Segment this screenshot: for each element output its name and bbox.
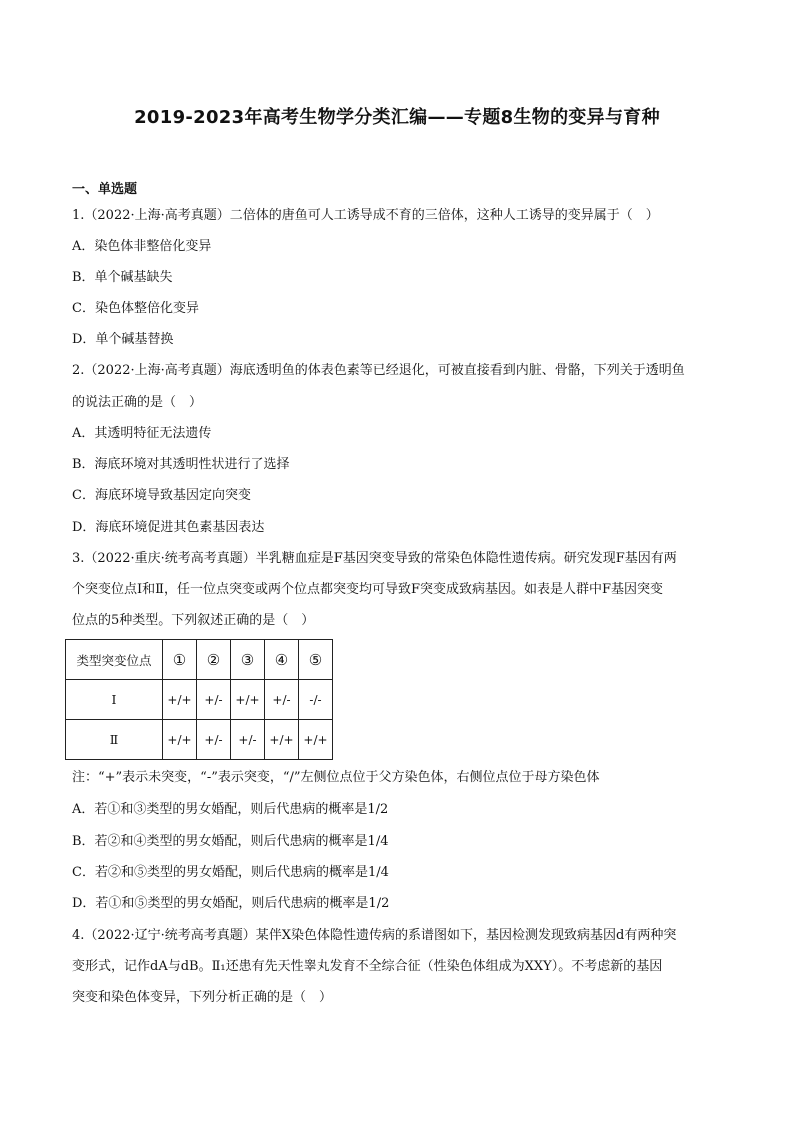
- question-2-option-c: C．海底环境导致基因定向突变: [72, 488, 251, 503]
- table-header-cell: 类型突变位点: [66, 640, 163, 680]
- table-row: [66, 680, 333, 720]
- question-3-option-c: C．若②和⑤类型的男女婚配，则后代患病的概率是1/4: [72, 865, 389, 880]
- table-note: 注：“+”表示未突变，“-”表示突变，“/”左侧位点位于父方染色体，右侧位点位于母方染色体: [72, 770, 600, 785]
- question-2-option-a: A．其透明特征无法遗传: [72, 426, 212, 441]
- table-cell: -/-: [299, 680, 333, 720]
- table-cell: +/+: [163, 680, 197, 720]
- table-header-cell: ②: [197, 640, 231, 680]
- table-row: [66, 720, 333, 760]
- question-4-stem-line-3: 突变和染色体变异，下列分析正确的是（ ）: [72, 990, 333, 1005]
- question-1-option-c: C．染色体整倍化变异: [72, 301, 199, 316]
- question-2-option-d: D．海底环境促进其色素基因表达: [72, 520, 265, 535]
- table-header-cell: ①: [163, 640, 197, 680]
- table-header-row: [66, 640, 333, 680]
- question-3-stem-line-1: 3.（2022·重庆·统考高考真题）半乳糖血症是F基因突变导致的常染色体隐性遗传病。研究发现F基因有两: [72, 551, 677, 566]
- question-3-stem-line-2: 个突变位点Ⅰ和Ⅱ，任一位点突变或两个位点都突变均可导致F突变成致病基因。如表是人群中F基因突变: [72, 582, 664, 597]
- table-cell: +/+: [299, 720, 333, 760]
- document-title: 2019-2023年高考生物学分类汇编——专题8生物的变异与育种: [134, 107, 660, 128]
- question-1-stem: 1.（2022·上海·高考真题）二倍体的唐鱼可人工诱导成不育的三倍体，这种人工诱导的变异属于（ ）: [72, 208, 659, 223]
- table-cell: Ⅱ: [66, 720, 163, 760]
- question-4-stem-line-1: 4.（2022·辽宁·统考高考真题）某伴X染色体隐性遗传病的系谱图如下，基因检测发现致病基因d有两种突: [72, 928, 677, 943]
- table-cell: +/+: [265, 720, 299, 760]
- question-2-stem-line-2: 的说法正确的是（ ）: [72, 395, 203, 410]
- question-3-option-b: B．若②和④类型的男女婚配，则后代患病的概率是1/4: [72, 834, 389, 849]
- question-1-option-b: B．单个碱基缺失: [72, 270, 173, 285]
- table-cell: +/-: [197, 720, 231, 760]
- question-3-option-a: A．若①和③类型的男女婚配，则后代患病的概率是1/2: [72, 802, 389, 817]
- table-cell: +/-: [265, 680, 299, 720]
- question-2-stem-line-1: 2.（2022·上海·高考真题）海底透明鱼的体表色素等已经退化，可被直接看到内脏、骨骼，下列关于透明鱼: [72, 363, 685, 378]
- table-cell: +/-: [231, 720, 265, 760]
- table-cell: +/-: [197, 680, 231, 720]
- table-cell: +/+: [163, 720, 197, 760]
- mutation-site-table: [65, 639, 333, 760]
- table-header-cell: ③: [231, 640, 265, 680]
- table-header-cell: ④: [265, 640, 299, 680]
- table-header-cell: ⑤: [299, 640, 333, 680]
- section-heading: 一、单选题: [72, 182, 138, 197]
- question-4-stem-line-2: 变形式，记作dA与dB。Ⅱ₁还患有先天性睾丸发育不全综合征（性染色体组成为XXY）。不考虑新的基因: [72, 959, 663, 974]
- question-1-option-a: A．染色体非整倍化变异: [72, 239, 212, 254]
- question-1-option-d: D．单个碱基替换: [72, 332, 174, 347]
- question-3-stem-line-3: 位点的5种类型。下列叙述正确的是（ ）: [72, 613, 315, 628]
- question-2-option-b: B．海底环境对其透明性状进行了选择: [72, 457, 290, 472]
- table-cell: Ⅰ: [66, 680, 163, 720]
- table-cell: +/+: [231, 680, 265, 720]
- question-3-option-d: D．若①和⑤类型的男女婚配，则后代患病的概率是1/2: [72, 896, 390, 911]
